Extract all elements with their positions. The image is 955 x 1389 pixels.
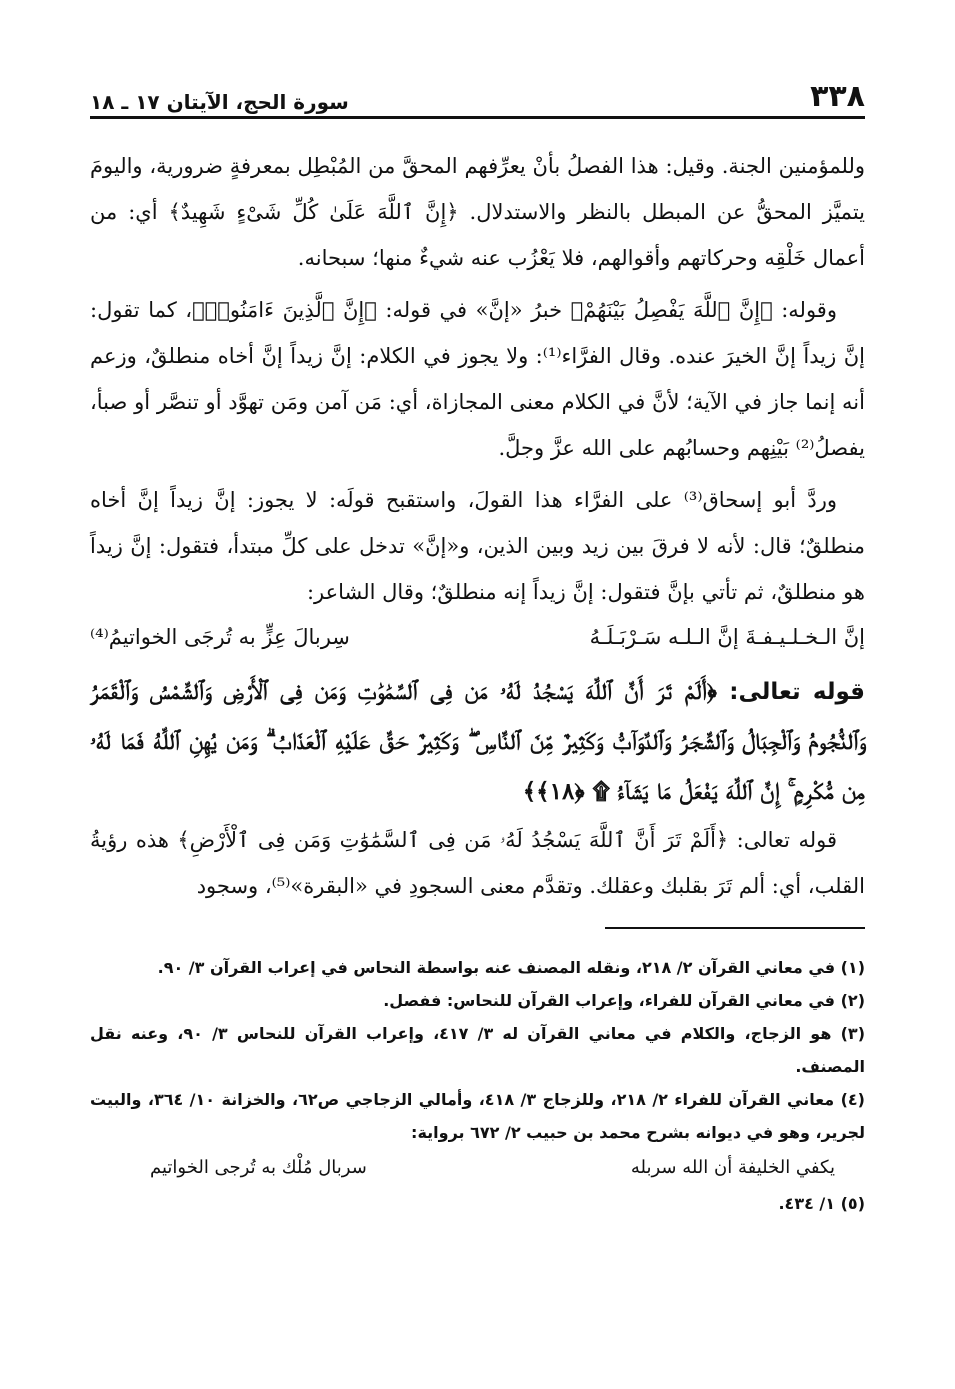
poetry-verse bbox=[90, 615, 865, 659]
footnote-2: (٢) في معاني القرآن للفراء، وإعراب القرآن للنحاس: ففصل. bbox=[383, 991, 865, 1010]
running-head: سورة الحج، الآيتان ١٧ ـ ١٨ bbox=[90, 90, 349, 114]
paragraph-2: وقوله: ﴿إِنَّ ٱللَّهَ يَفْصِلُ بَيْنَهُمْ﴾ خبرُ «إنَّ» في قوله: ﴿إِنَّ ٱلَّذِينَ ءَامَنُوا۟﴾، كما تقول: إنَّ زيداً إنَّ الخيرَ عنده. وقال الفرَّاء⁽¹⁾: ولا يجوز في الكلام: إنَّ زيداً إنَّ أخاه منطلقٌ، وزعم أنه إنما جاز في الآية؛ لأنَّ في الكلام معنى المجازاة، أي: مَن آمن ومَن تهوَّد أو تنصَّر أو صبأ، يفصلُ⁽²⁾ بَيْنِهم وحسابُهم على الله عزَّ وجلَّ. bbox=[90, 298, 865, 460]
verse-label: قوله تعالى: bbox=[729, 679, 865, 705]
book-page bbox=[90, 70, 865, 1220]
main-text bbox=[90, 143, 865, 909]
quran-verse-block bbox=[90, 667, 865, 817]
verse-text: ﴿أَلَمْ تَرَ أَنَّ ٱللَّهَ يَسْجُدُ لَهُۥ مَن فِى ٱلسَّمَٰوَٰتِ وَمَن فِى ٱلْأَرْضِ وَٱلشَّمْسُ وَٱلْقَمَرُ وَٱلنُّجُومُ وَٱلْجِبَالُ وَٱلشَّجَرُ وَٱلدَّوَآبُّ وَكَثِيرٌ مِّنَ ٱلنَّاسِ ۖ وَكَثِيرٌ حَقَّ عَلَيْهِ ٱلْعَذَابُ ۗ وَمَن يُهِنِ ٱللَّهُ فَمَا لَهُۥ مِن مُّكْرِمٍ ۚ إِنَّ ٱللَّهَ يَفْعَلُ مَا يَشَآءُ ۩ ﴿١٨﴾﴾ bbox=[90, 678, 865, 805]
paragraph-3: وردَّ أبو إسحاق⁽³⁾ على الفرَّاء هذا القولَ، واستقبح قولَه: لا يجوز: إنَّ زيداً إنَّ أخاه منطلقٌ؛ قال: لأنه لا فرقَ بين زيد وبين الذين، و«إنَّ» تدخل على كلِّ مبتدأ، فتقول: إنَّ زيداً هو منطلقٌ، ثم تأتي بإنَّ فتقول: إنَّ زيداً إنه منطلقٌ؛ وقال الشاعر: bbox=[90, 488, 865, 604]
footnote-poem-first-hemistich: يكفي الخليفة أن الله سربله bbox=[630, 1157, 835, 1178]
footnote-5: (٥) ١/ ٤٣٤. bbox=[778, 1194, 865, 1213]
paragraph-1: وللمؤمنين الجنة. وقيل: هذا الفصلُ بأنْ يعرِّفهم المحقَّ من المُبْطِل بمعرفةٍ ضرورية، واليومَ يتميَّز المحقُّ عن المبطل بالنظر والاستدلال. ﴿إِنَّ ٱللَّهَ عَلَىٰ كُلِّ شَىْءٍ شَهِيدٌ﴾ أي: من أعمال خَلْقِه وحركاتهم وأقوالهم، فلا يَعْزُب عنه شيءٌ منها؛ سبحانه. bbox=[90, 154, 865, 270]
page-number: ٣٣٨ bbox=[810, 79, 865, 114]
poem-first-hemistich: إنَّ الـخـلـيـفـةَ إنَّ الـلـه سَـرْبَـلَـهُ bbox=[589, 625, 865, 649]
page-header bbox=[90, 70, 865, 119]
poem-second-hemistich: سِربالَ عِزٍّ به تُرجَى الخواتيمُ⁽⁴⁾ bbox=[90, 625, 350, 649]
footnote-poetry-verse bbox=[90, 1149, 865, 1187]
footnote-3: (٣) هو الزجاج، والكلام في معاني القرآن له ٣/ ٤١٧، وإعراب القرآن للنحاس ٣/ ٩٠، وعنه نقل المصنف. bbox=[90, 1024, 865, 1076]
footnote-poem-second-hemistich: سربال مُلْك به تُرجى الخواتيم bbox=[150, 1157, 367, 1178]
footnote-separator bbox=[605, 927, 865, 929]
footnotes bbox=[90, 951, 865, 1220]
paragraph-4: قوله تعالى: ﴿أَلَمْ تَرَ أَنَّ ٱللَّهَ يَسْجُدُ لَهُۥ مَن فِى ٱلسَّمَٰوَٰتِ وَمَن فِى ٱلْأَرْضِ﴾ هذه رؤيةُ القلب، أي: ألم تَرَ بقلبك وعقلك. وتقدَّم معنى السجودِ في «البقرة»⁽⁵⁾، وسجود bbox=[90, 828, 865, 898]
footnote-4: (٤) معاني القرآن للفراء ٢/ ٢١٨، وللزجاج ٣/ ٤١٨، وأمالي الزجاجي ص٦٢، والخزانة ١٠/ ٣٦٤، والبيت لجرير، وهو في ديوانه بشرح محمد بن حبيب ٢/ ٦٧٢ برواية: bbox=[90, 1090, 865, 1142]
footnote-1: (١) في معاني القرآن ٢/ ٢١٨، ونقله المصنف عنه بواسطة النحاس في إعراب القرآن ٣/ ٩٠. bbox=[157, 958, 865, 977]
